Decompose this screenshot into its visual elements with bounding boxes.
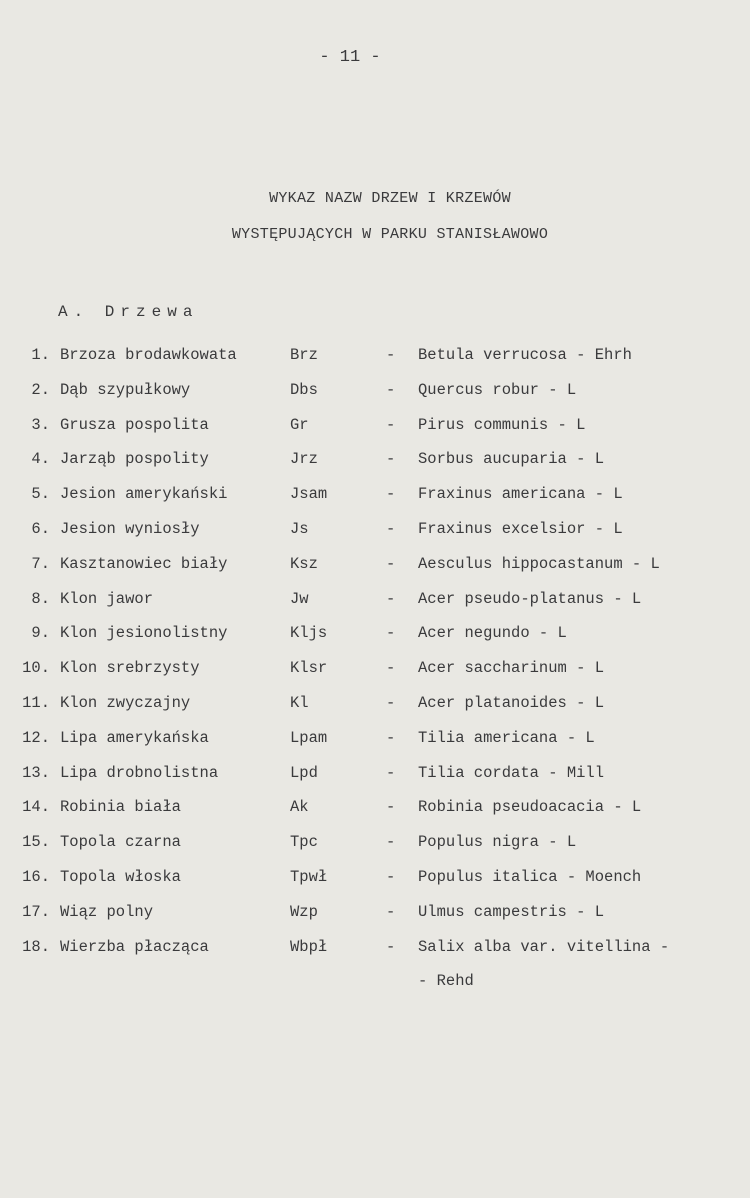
list-item — [0, 381, 750, 407]
document-title-line-1: WYKAZ NAZW DRZEW I KRZEWÓW — [269, 190, 511, 207]
common-name: Klon srebrzysty — [60, 659, 200, 677]
abbreviation: Ak — [290, 798, 309, 816]
common-name: Wiąz polny — [60, 903, 154, 921]
separator-dash: - — [386, 450, 396, 468]
item-number: 10. — [22, 659, 50, 677]
common-name: Grusza pospolita — [60, 416, 209, 434]
common-name: Klon jesionolistny — [60, 624, 228, 642]
common-name: Wierzba płacząca — [60, 938, 209, 956]
item-number: 12. — [22, 729, 50, 747]
item-number: 2. — [31, 381, 50, 399]
list-item — [0, 868, 750, 894]
item-number: 9. — [31, 624, 50, 642]
latin-name: Acer saccharinum - L — [418, 659, 605, 677]
latin-name: Betula verrucosa - Ehrh — [418, 346, 632, 364]
latin-name: Populus italica - Moench — [418, 868, 642, 886]
separator-dash: - — [386, 624, 396, 642]
section-heading: A. Drzewa — [58, 303, 199, 321]
separator-dash: - — [386, 659, 396, 677]
item-number: 4. — [31, 450, 50, 468]
latin-name: Aesculus hippocastanum - L — [418, 555, 660, 573]
common-name: Topola czarna — [60, 833, 181, 851]
latin-name: Salix alba var. vitellina - — [418, 938, 670, 956]
abbreviation: Dbs — [290, 381, 318, 399]
list-item — [0, 450, 750, 476]
common-name: Robinia biała — [60, 798, 181, 816]
list-item — [0, 555, 750, 581]
abbreviation: Jsam — [290, 485, 328, 503]
common-name: Jesion wyniosły — [60, 520, 200, 538]
common-name: Dąb szypułkowy — [60, 381, 191, 399]
common-name: Kasztanowiec biały — [60, 555, 228, 573]
abbreviation: Lpam — [290, 729, 328, 747]
list-item — [0, 798, 750, 824]
separator-dash: - — [386, 694, 396, 712]
latin-name: Pirus communis - L — [418, 416, 586, 434]
common-name: Klon jawor — [60, 590, 154, 608]
separator-dash: - — [386, 555, 396, 573]
item-number: 7. — [31, 555, 50, 573]
item-number: 13. — [22, 764, 50, 782]
list-item — [0, 346, 750, 372]
common-name: Lipa amerykańska — [60, 729, 209, 747]
separator-dash: - — [386, 729, 396, 747]
item-number: 8. — [31, 590, 50, 608]
item-number: 5. — [31, 485, 50, 503]
list-item — [0, 938, 750, 964]
latin-name: Acer negundo - L — [418, 624, 567, 642]
common-name: Lipa drobnolistna — [60, 764, 219, 782]
list-item — [0, 833, 750, 859]
latin-name: Acer pseudo-platanus - L — [418, 590, 642, 608]
list-item — [0, 729, 750, 755]
common-name: Jesion amerykański — [60, 485, 228, 503]
list-item — [0, 590, 750, 616]
abbreviation: Brz — [290, 346, 318, 364]
list-item — [0, 764, 750, 790]
separator-dash: - — [386, 416, 396, 434]
common-name: Topola włoska — [60, 868, 181, 886]
list-item — [0, 694, 750, 720]
item-number: 3. — [31, 416, 50, 434]
item-number: 6. — [31, 520, 50, 538]
latin-name: Robinia pseudoacacia - L — [418, 798, 642, 816]
abbreviation: Kl — [290, 694, 309, 712]
latin-name: Fraxinus americana - L — [418, 485, 623, 503]
list-item — [0, 416, 750, 442]
list-item — [0, 659, 750, 685]
latin-name: Tilia americana - L — [418, 729, 595, 747]
abbreviation: Wzp — [290, 903, 318, 921]
separator-dash: - — [386, 520, 396, 538]
abbreviation: Tpc — [290, 833, 318, 851]
latin-name: Sorbus aucuparia - L — [418, 450, 605, 468]
abbreviation: Ksz — [290, 555, 318, 573]
abbreviation: Lpd — [290, 764, 318, 782]
latin-name-continuation: - Rehd — [418, 972, 474, 990]
abbreviation: Wbpł — [290, 938, 328, 956]
abbreviation: Jw — [290, 590, 309, 608]
separator-dash: - — [386, 346, 396, 364]
list-item — [0, 485, 750, 511]
common-name: Brzoza brodawkowata — [60, 346, 237, 364]
separator-dash: - — [386, 798, 396, 816]
abbreviation: Jrz — [290, 450, 318, 468]
list-item — [0, 520, 750, 546]
common-name: Jarząb pospolity — [60, 450, 209, 468]
item-number: 15. — [22, 833, 50, 851]
latin-name: Tilia cordata - Mill — [418, 764, 605, 782]
separator-dash: - — [386, 833, 396, 851]
separator-dash: - — [386, 590, 396, 608]
latin-name: Ulmus campestris - L — [418, 903, 605, 921]
abbreviation: Gr — [290, 416, 309, 434]
separator-dash: - — [386, 938, 396, 956]
item-number: 17. — [22, 903, 50, 921]
latin-name: Fraxinus excelsior - L — [418, 520, 623, 538]
latin-name: Acer platanoides - L — [418, 694, 605, 712]
item-number: 18. — [22, 938, 50, 956]
item-number: 1. — [31, 346, 50, 364]
list-item — [0, 903, 750, 929]
item-number: 11. — [22, 694, 50, 712]
separator-dash: - — [386, 868, 396, 886]
abbreviation: Klsr — [290, 659, 328, 677]
page-number: - 11 - — [319, 48, 381, 67]
common-name: Klon zwyczajny — [60, 694, 191, 712]
separator-dash: - — [386, 903, 396, 921]
list-item — [0, 624, 750, 650]
separator-dash: - — [386, 485, 396, 503]
abbreviation: Tpwł — [290, 868, 328, 886]
separator-dash: - — [386, 764, 396, 782]
abbreviation: Kljs — [290, 624, 328, 642]
latin-name: Quercus robur - L — [418, 381, 577, 399]
abbreviation: Js — [290, 520, 309, 538]
separator-dash: - — [386, 381, 396, 399]
latin-name: Populus nigra - L — [418, 833, 577, 851]
document-title-line-2: WYSTĘPUJĄCYCH W PARKU STANISŁAWOWO — [231, 226, 549, 243]
item-number: 16. — [22, 868, 50, 886]
item-number: 14. — [22, 798, 50, 816]
